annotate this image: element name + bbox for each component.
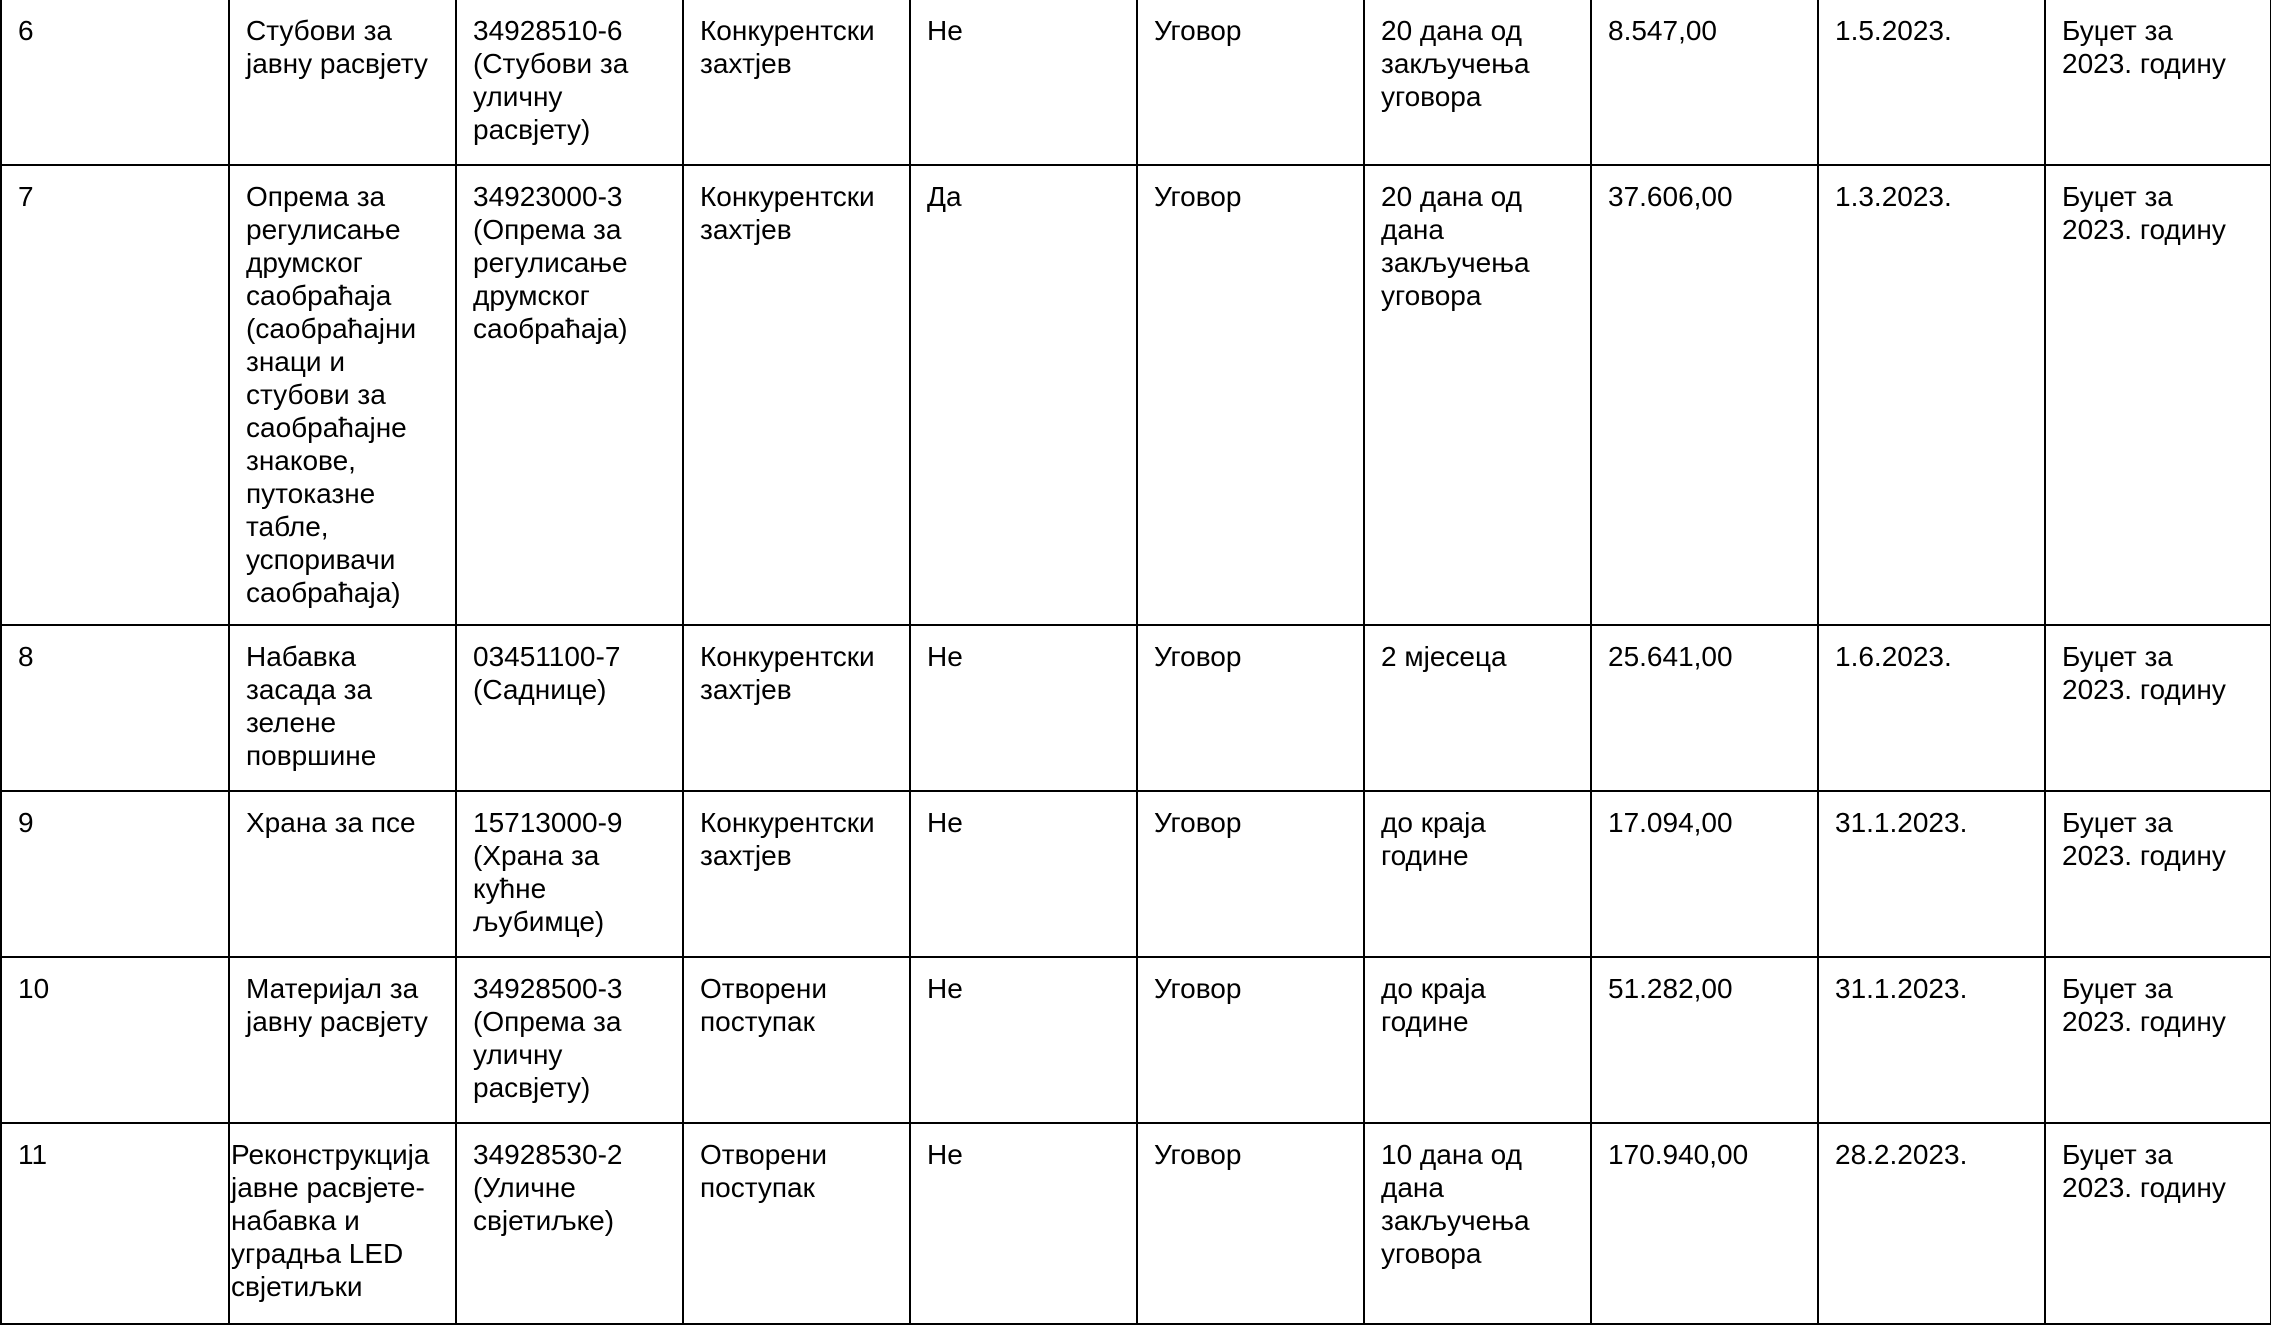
- cell-funding: Буџет за 2023. годину: [2045, 165, 2271, 625]
- cell-cpv: 03451100-7 (Саднице): [456, 625, 683, 791]
- cell-contract-type: Уговор: [1137, 0, 1364, 165]
- cell-start-date: 28.2.2023.: [1818, 1123, 2045, 1324]
- cell-procedure: Конкурентски захтјев: [683, 791, 910, 957]
- cell-contract-type: Уговор: [1137, 165, 1364, 625]
- cell-contract-type: Уговор: [1137, 1123, 1364, 1324]
- table-row: [1, 0, 2271, 165]
- cell-procedure: Конкурентски захтјев: [683, 0, 910, 165]
- cell-subject: Храна за псе: [229, 791, 456, 957]
- table-row: [1, 791, 2271, 957]
- cell-number: 8: [1, 625, 229, 791]
- cell-cpv: 34928530-2 (Уличне свјетиљке): [456, 1123, 683, 1324]
- cell-duration: 2 мјесеца: [1364, 625, 1591, 791]
- cell-funding: Буџет за 2023. годину: [2045, 0, 2271, 165]
- cell-subject: Набавка засада за зелене површине: [229, 625, 456, 791]
- table-row: [1, 165, 2271, 625]
- cell-contract-type: Уговор: [1137, 791, 1364, 957]
- cell-number: 7: [1, 165, 229, 625]
- table-row: [1, 625, 2271, 791]
- table-row: [1, 957, 2271, 1123]
- cell-cpv: 34923000-3 (Опрема за регулисање друмског саобраћаја): [456, 165, 683, 625]
- cell-funding: Буџет за 2023. годину: [2045, 625, 2271, 791]
- cell-cpv: 34928500-3 (Опрема за уличну расвјету): [456, 957, 683, 1123]
- cell-subject: Реконструкција јавне расвјете- набавка и уградња LED свјетиљки: [229, 1123, 456, 1324]
- cell-lots: Не: [910, 0, 1137, 165]
- cell-procedure: Отворени поступак: [683, 957, 910, 1123]
- cell-procedure: Конкурентски захтјев: [683, 625, 910, 791]
- cell-lots: Не: [910, 957, 1137, 1123]
- cell-value: 8.547,00: [1591, 0, 1818, 165]
- cell-value: 17.094,00: [1591, 791, 1818, 957]
- cell-start-date: 1.5.2023.: [1818, 0, 2045, 165]
- cell-duration: до краја године: [1364, 791, 1591, 957]
- cell-number: 6: [1, 0, 229, 165]
- cell-duration: 20 дана од закључења уговора: [1364, 0, 1591, 165]
- cell-funding: Буџет за 2023. годину: [2045, 791, 2271, 957]
- cell-lots: Не: [910, 625, 1137, 791]
- cell-funding: Буџет за 2023. годину: [2045, 957, 2271, 1123]
- cell-procedure: Отворени поступак: [683, 1123, 910, 1324]
- cell-start-date: 31.1.2023.: [1818, 957, 2045, 1123]
- cell-value: 51.282,00: [1591, 957, 1818, 1123]
- cell-funding: Буџет за 2023. годину: [2045, 1123, 2271, 1324]
- cell-start-date: 31.1.2023.: [1818, 791, 2045, 957]
- cell-value: 25.641,00: [1591, 625, 1818, 791]
- table-row: [1, 1123, 2271, 1324]
- cell-subject: Материјал за јавну расвјету: [229, 957, 456, 1123]
- cell-lots: Не: [910, 1123, 1137, 1324]
- cell-cpv: 34928510-6 (Стубови за уличну расвјету): [456, 0, 683, 165]
- cell-number: 10: [1, 957, 229, 1123]
- cell-lots: Да: [910, 165, 1137, 625]
- cell-duration: 20 дана од дана закључења уговора: [1364, 165, 1591, 625]
- cell-duration: до краја године: [1364, 957, 1591, 1123]
- cell-value: 37.606,00: [1591, 165, 1818, 625]
- cell-contract-type: Уговор: [1137, 625, 1364, 791]
- cell-subject: Опрема за регулисање друмског саобраћаја (саобраћајни знаци и стубови за саобраћајне знакове, путоказне табле, успоривачи саобраћаја): [229, 165, 456, 625]
- cell-contract-type: Уговор: [1137, 957, 1364, 1123]
- cell-value: 170.940,00: [1591, 1123, 1818, 1324]
- cell-procedure: Конкурентски захтјев: [683, 165, 910, 625]
- cell-lots: Не: [910, 791, 1137, 957]
- cell-cpv: 15713000-9 (Храна за кућне љубимце): [456, 791, 683, 957]
- cell-number: 11: [1, 1123, 229, 1324]
- cell-duration: 10 дана од дана закључења уговора: [1364, 1123, 1591, 1324]
- cell-subject: Стубови за јавну расвјету: [229, 0, 456, 165]
- cell-number: 9: [1, 791, 229, 957]
- cell-start-date: 1.6.2023.: [1818, 625, 2045, 791]
- cell-start-date: 1.3.2023.: [1818, 165, 2045, 625]
